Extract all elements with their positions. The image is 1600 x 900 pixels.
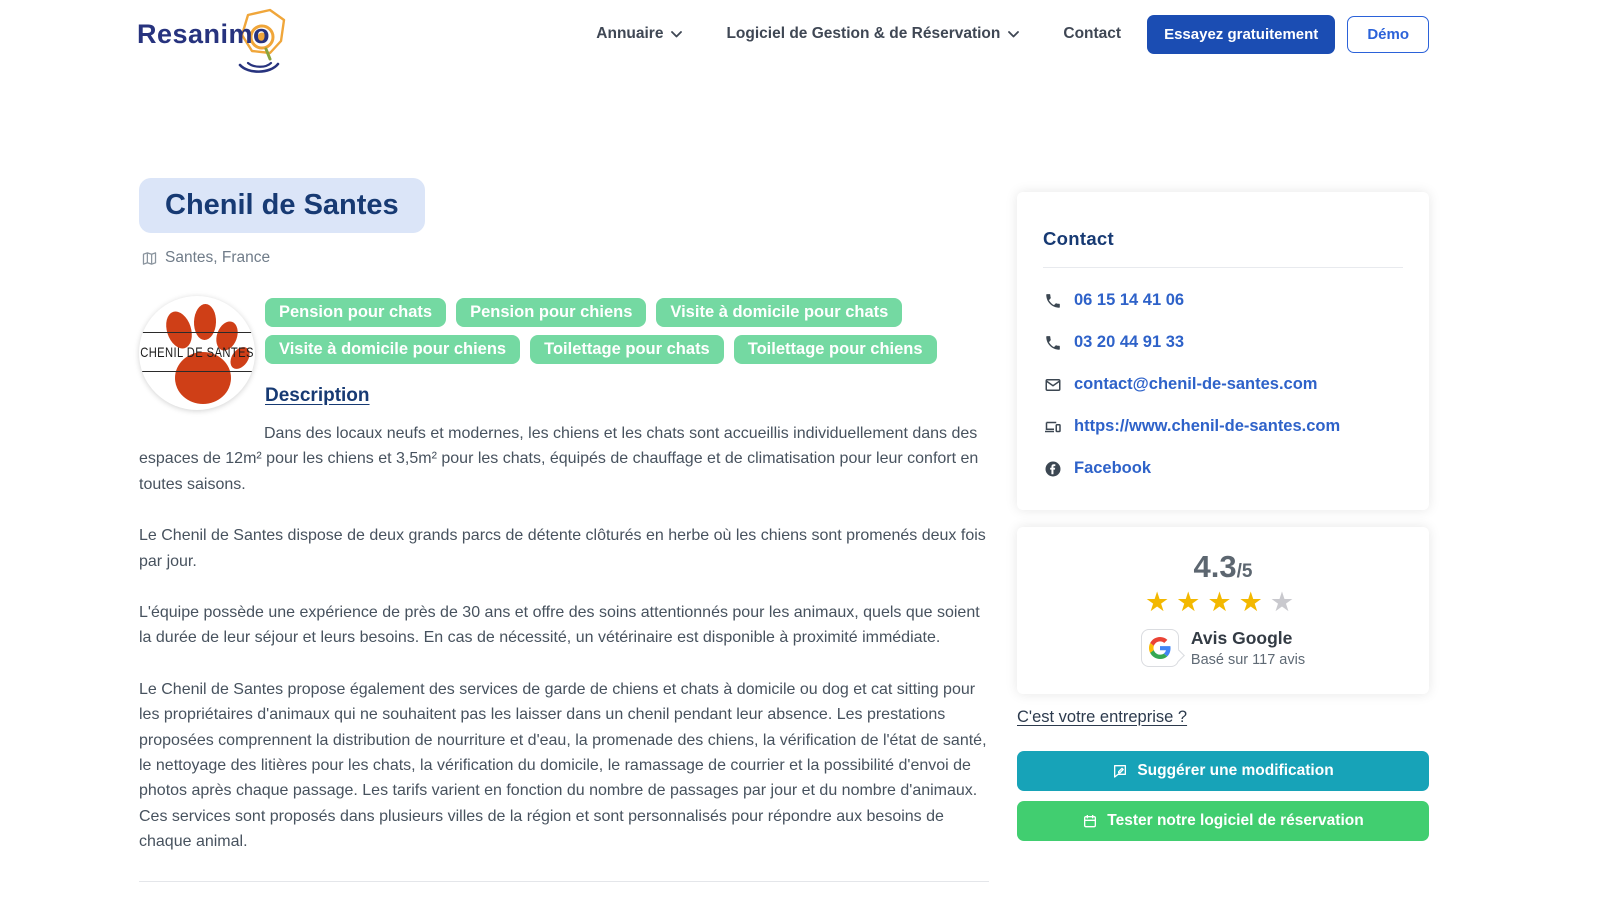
main-nav [596, 25, 1121, 43]
nav-item-contact[interactable] [1063, 25, 1121, 43]
nav-label: Logiciel de Gestion & de Réservation [726, 25, 1001, 42]
rating-source-title: Avis Google [1190, 627, 1293, 648]
rating-score [1037, 549, 1409, 585]
phone-number: 06 15 14 41 06 [1074, 291, 1185, 309]
service-tags [265, 296, 989, 364]
nav-label: Annuaire [596, 25, 664, 42]
contact-heading: Contact [1043, 228, 1114, 249]
header [0, 0, 1600, 68]
email-icon [1043, 376, 1062, 394]
location-row [141, 249, 989, 267]
edit-message-icon [1112, 763, 1128, 779]
facebook-icon [1043, 460, 1062, 478]
description-heading: Description [265, 385, 370, 406]
facebook-text: Facebook [1074, 459, 1152, 477]
sidebar [1017, 192, 1429, 841]
devices-icon [1043, 418, 1062, 436]
rating-source-subtitle: Basé sur 117 avis [1190, 651, 1306, 668]
service-tag: Visite à domicile pour chats [656, 298, 902, 327]
phone-number: 03 20 44 91 33 [1074, 333, 1185, 351]
description-paragraph: Le Chenil de Santes propose également des services de garde de chiens et chats à domicile ou dog et cat sitting pour les propriétaires d'animaux qui ne souhaitent pas les laisser dans un chenil pendant leur absence. Les prestations proposées comprennent la distribution de nourriture et d'eau, la promenade des chiens, la vérification de l'état de santé, le nettoyage des litières pour les chats, la vérification du domicile, le ramassage de courrier et la possibilité d'envoi de photos après chaque passage. Les tarifs varient en fonction du nombre de passages par jour et du nombre d'animaux. Ces services sont proposés dans plusieurs villes de la région et sont personnalisés pour répondre aux besoins de chaque animal. [139, 680, 987, 851]
suggest-modification-button[interactable] [1017, 751, 1429, 791]
business-logo-caption: CHENIL DE SANTES [139, 332, 255, 372]
claim-business-link[interactable]: C'est votre entreprise ? [1017, 707, 1188, 726]
nav-item-annuaire[interactable] [596, 25, 682, 43]
test-button-label: Tester notre logiciel de réservation [1107, 811, 1364, 829]
service-tag: Pension pour chiens [456, 298, 646, 327]
star-icon: ★ [1144, 587, 1177, 617]
contact-card [1017, 192, 1429, 510]
main-area [0, 68, 1600, 882]
logo-text: Resanimo [137, 18, 271, 49]
website-text: https://www.chenil-de-santes.com [1074, 417, 1341, 435]
page-title: Chenil de Santes [139, 178, 425, 233]
star-rating [1037, 588, 1409, 618]
section-divider [139, 881, 989, 882]
star-icon: ★ [1207, 587, 1239, 617]
divider [1043, 267, 1403, 268]
star-icon: ★ [1269, 587, 1302, 617]
facebook-link[interactable] [1043, 459, 1403, 478]
description-paragraph: L'équipe possède une expérience de près de 30 ans et offre des soins attentionnés pour les animaux, quels que soient la durée de leur séjour et leurs besoins. En cas de nécessité, un vétérinaire est disponible à proximité immédiate. [139, 604, 980, 647]
service-tag: Toilettage pour chiens [734, 335, 937, 364]
listing-content [139, 178, 989, 882]
google-logo [1141, 629, 1179, 667]
score-outof: /5 [1236, 561, 1253, 582]
location-text: Santes, France [165, 249, 271, 266]
try-free-button[interactable]: Essayez gratuitement [1147, 15, 1335, 54]
website-link[interactable] [1043, 417, 1403, 436]
service-tag: Pension pour chats [265, 298, 446, 327]
business-logo [139, 296, 255, 410]
nav-item-logiciel[interactable] [726, 25, 1019, 43]
description-paragraph: Le Chenil de Santes dispose de deux grands parcs de détente clôturés en herbe où les chiens sont promenés deux fois par jour. [139, 527, 986, 570]
nav-label: Contact [1063, 25, 1122, 42]
email-text: contact@chenil-de-santes.com [1074, 375, 1318, 393]
description-paragraph: Dans des locaux neufs et modernes, les chiens et les chats sont accueillis individuellement dans des espaces de 12m² pour les chiens et 3,5m² pour les chats, équipés de chauffage et de climatisation pour leur confort en toutes saisons. [139, 425, 979, 493]
chevron-down-icon [1008, 31, 1019, 38]
service-tag: Visite à domicile pour chiens [265, 335, 520, 364]
star-icon: ★ [1176, 587, 1208, 617]
suggest-button-label: Suggérer une modification [1137, 761, 1334, 779]
phone-link-2[interactable] [1043, 333, 1403, 352]
rating-source [1191, 628, 1305, 668]
calendar-icon [1082, 813, 1098, 829]
phone-icon [1043, 292, 1062, 310]
email-link[interactable] [1043, 375, 1403, 394]
star-icon: ★ [1238, 587, 1270, 617]
map-icon [141, 250, 158, 267]
score-value: 4.3 [1193, 549, 1237, 584]
phone-icon [1043, 334, 1062, 352]
phone-link-1[interactable] [1043, 291, 1403, 310]
rating-card [1017, 527, 1429, 694]
test-software-button[interactable] [1017, 801, 1429, 841]
demo-button[interactable]: Démo [1347, 16, 1429, 53]
resanimo-logo[interactable] [137, 19, 270, 50]
chevron-down-icon [671, 31, 682, 38]
service-tag: Toilettage pour chats [530, 335, 724, 364]
